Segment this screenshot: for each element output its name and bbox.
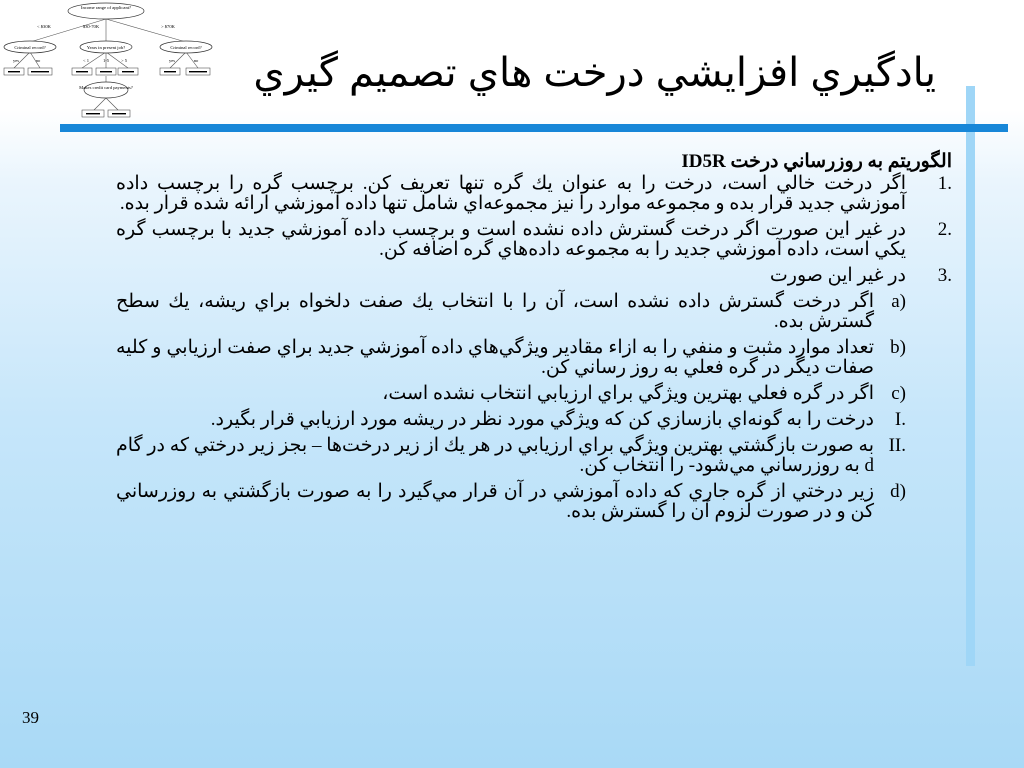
- svg-text:1-5: 1-5: [102, 58, 110, 63]
- sub-list-item-text: درخت را به گونه‌اي بازسازي كن كه ويژگي مورد نظر در ريشه مورد ارزيابي قرار بگيرد.: [210, 409, 874, 430]
- accent-vertical-bar: [966, 86, 975, 666]
- decision-tree-thumbnail: [0, 0, 214, 120]
- sub-list-marker: II.: [888, 435, 906, 456]
- sub-list-marker: a): [891, 291, 906, 312]
- svg-text:< 1: < 1: [82, 58, 90, 63]
- sub-list-marker: c): [891, 383, 906, 404]
- sub-list-item: [116, 384, 952, 404]
- sub-list-item: [116, 436, 952, 476]
- accent-horizontal-bar: [60, 124, 1008, 132]
- list-item-text: در غير اين صورت اگر درخت گسترش داده نشده است و برچسب داده آموزشي جديد با برچسب گره يكي است، داده آموزشي جديد را به مجموعه داده‌هاي گره اضافه كن.: [116, 219, 906, 260]
- slide-title: يادگيري افزايشي درخت هاي تصميم گيري: [253, 51, 936, 95]
- slide-body: [116, 152, 952, 528]
- sub-list-item-text: اگر در گره فعلي بهترين ويژگي براي ارزيابي انتخاب نشده است،: [382, 383, 874, 404]
- svg-text:> 5: > 5: [120, 58, 128, 63]
- sub-list-item-text: به صورت بازگشتي بهترين ويژگي براي ارزيابي در هر يك از زير درخت‌ها – بجز زير درختي كه در گام d به روزرساني مي‌شود- را انتخاب كن.: [116, 435, 874, 476]
- sub-list-item: [116, 292, 952, 332]
- svg-text:Makes credit card payments?: Makes credit card payments?: [79, 85, 133, 90]
- algorithm-heading: الگوريتم به روزرساني درخت ID5R: [681, 151, 952, 172]
- svg-text:$30-70K: $30-70K: [82, 24, 100, 29]
- svg-text:Criminal record?: Criminal record?: [170, 45, 202, 50]
- sub-list-item: [116, 410, 952, 430]
- list-item: [116, 266, 952, 286]
- svg-text:Criminal record?: Criminal record?: [14, 45, 46, 50]
- sub-list-item-text: اگر درخت گسترش داده نشده است، آن را با انتخاب يك صفت دلخواه براي ريشه، يك سطح گسترش بده.: [116, 291, 874, 332]
- svg-text:Years in present job?: Years in present job?: [86, 45, 126, 50]
- list-item-text: در غير اين صورت: [769, 265, 906, 286]
- svg-text:no: no: [35, 58, 41, 63]
- list-item: [116, 174, 952, 214]
- svg-text:> $70K: > $70K: [161, 24, 175, 29]
- svg-text:no: no: [193, 58, 199, 63]
- list-item-text: اگر درخت خالي است، درخت را به عنوان يك گره تنها تعريف كن. برچسب گره را برچسب داده آموزشي جديد قرار بده و مجموعه موارد را نيز مجموعه‌اي شامل تنها داده آموزشي ارائه شده قرار بده.: [116, 173, 906, 214]
- list-marker: 3.: [937, 265, 952, 286]
- list-item: [116, 220, 952, 260]
- sub-list-item: [116, 338, 952, 378]
- sub-list-marker: I.: [894, 409, 906, 430]
- sub-list-marker: d): [890, 481, 906, 502]
- tree-root-label: Income range of applicant?: [80, 5, 132, 10]
- list-marker: 2.: [937, 219, 952, 240]
- svg-text:< $30K: < $30K: [37, 24, 51, 29]
- page-number: 39: [22, 708, 39, 727]
- sub-list-item-text: زير درختي از گره جاري كه داده آموزشي در آن قرار مي‌گيرد را به صورت بازگشتي به روزرساني كن و در صورت لزوم آن را گسترش بده.: [116, 481, 874, 522]
- sub-list-item: [116, 482, 952, 522]
- sub-list-marker: b): [890, 337, 906, 358]
- svg-text:yes: yes: [168, 58, 176, 63]
- sub-list-item-text: تعداد موارد مثبت و منفي را به ازاء مقادير ويژگي‌هاي داده آموزشي جديد براي صفت ارزيابي و كليه صفات ديگر در گره فعلي به روز رساني كن.: [116, 337, 874, 378]
- svg-text:yes: yes: [12, 58, 20, 63]
- list-marker: 1.: [937, 173, 952, 194]
